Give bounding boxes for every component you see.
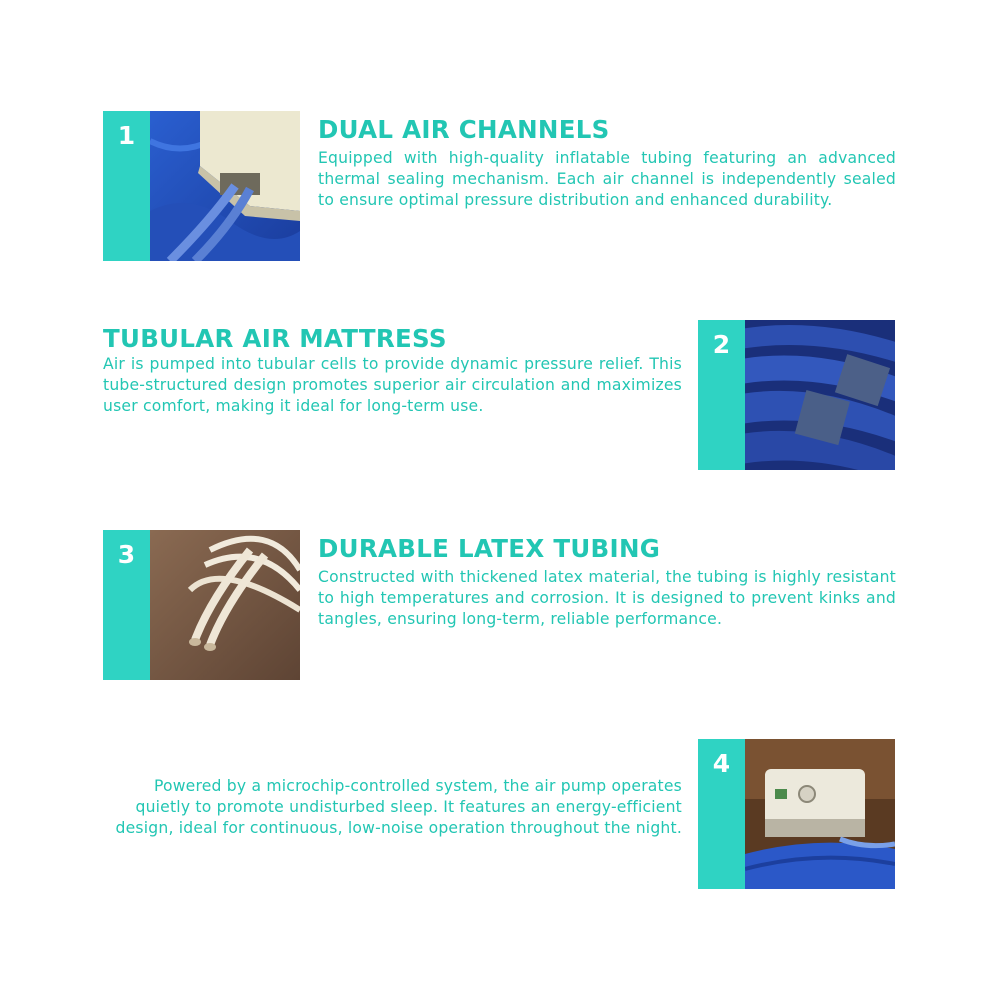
- feature-title: DUAL AIR CHANNELS: [318, 115, 610, 144]
- feature-number: 1: [117, 121, 136, 150]
- number-tab: [698, 320, 745, 470]
- number-tab: [698, 739, 745, 889]
- feature-3-card: [103, 530, 300, 680]
- feature-number: 4: [712, 749, 731, 778]
- feature-description: Air is pumped into tubular cells to provide dynamic pressure relief. This tube-structured design promotes superior air circulation and maximizes user comfort, making it ideal for long-term use.: [103, 355, 682, 415]
- feature-number: 3: [117, 540, 136, 569]
- number-tab: [103, 111, 150, 261]
- feature-description: Powered by a microchip-controlled system, the air pump operates quietly to promote undisturbed sleep. It features an energy-efficient design, ideal for continuous, low-noise operation throughout the night.: [115, 777, 682, 837]
- feature-4-card: [698, 739, 895, 889]
- feature-1-card: [103, 111, 300, 261]
- feature-title: TUBULAR AIR MATTRESS: [103, 324, 447, 353]
- latex-tubing-photo: [150, 530, 300, 680]
- tubular-mattress-cells-photo: [745, 320, 895, 470]
- air-pump-on-mattress-photo: [745, 739, 895, 889]
- feature-title: DURABLE LATEX TUBING: [318, 534, 661, 563]
- number-tab: [103, 530, 150, 680]
- feature-description: Constructed with thickened latex material, the tubing is highly resistant to high temperatures and corrosion. It is designed to prevent kinks and tangles, ensuring long-term, reliable performance.: [318, 568, 896, 628]
- feature-number: 2: [712, 330, 731, 359]
- feature-description: Equipped with high-quality inflatable tubing featuring an advanced thermal sealing mechanism. Each air channel is independently sealed to ensure optimal pressure distribution and enhanced durability.: [318, 149, 896, 209]
- feature-2-card: [698, 320, 895, 470]
- air-pump-hose-connector-photo: [150, 111, 300, 261]
